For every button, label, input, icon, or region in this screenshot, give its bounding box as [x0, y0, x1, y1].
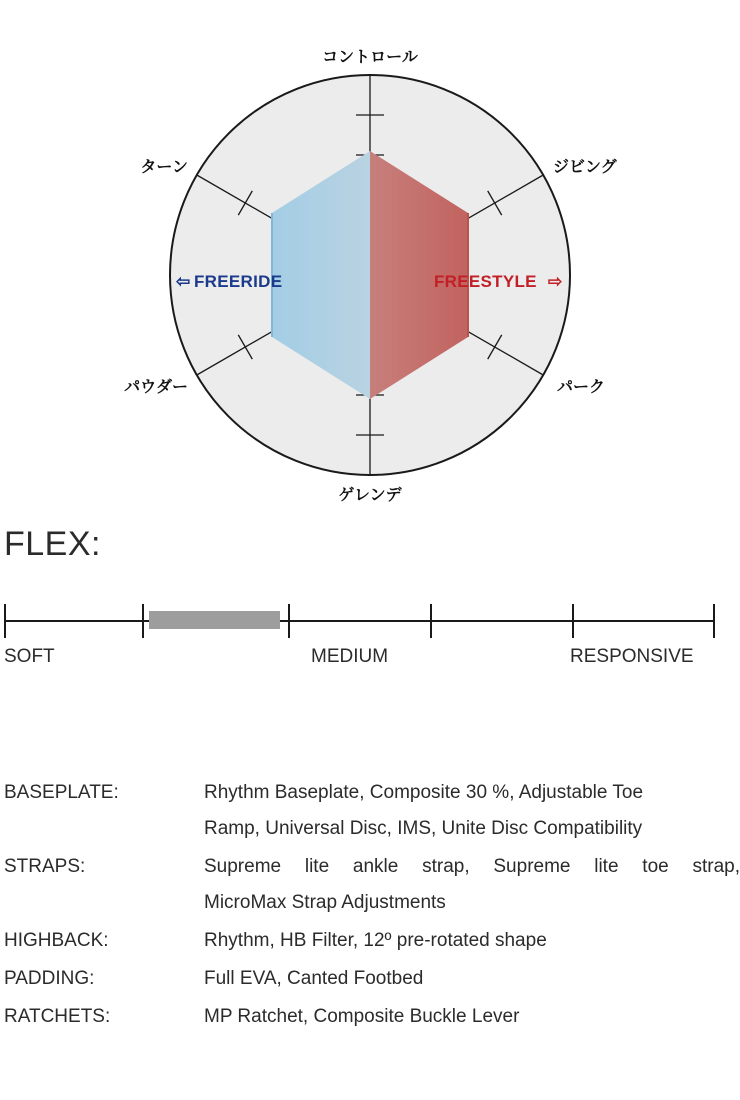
spec-line: Rhythm Baseplate, Composite 30 %, Adjustable Toe — [204, 782, 644, 803]
radar-chart-section — [0, 0, 740, 520]
freeride-label: FREERIDE — [194, 272, 283, 291]
flex-tick-1 — [142, 604, 144, 638]
radar-label-park: パーク — [557, 379, 606, 396]
spec-value-ratchets — [204, 999, 740, 1035]
spec-row — [4, 775, 740, 847]
flex-scale-labels — [4, 646, 715, 672]
spec-label-ratchets: RATCHETS: — [4, 1006, 111, 1027]
flex-value-indicator — [149, 611, 280, 629]
spec-line: Ramp, Universal Disc, IMS, Unite Disc Compatibility — [204, 818, 643, 839]
flex-track — [4, 620, 715, 622]
flex-tick-2 — [288, 604, 290, 638]
radar-label-powder: パウダー — [124, 379, 188, 396]
spec-line: Rhythm, HB Filter, 12º pre-rotated shape — [204, 930, 547, 951]
flex-scale-bar — [4, 604, 715, 638]
radar-chart — [0, 0, 740, 520]
specs-section — [4, 775, 740, 1037]
spec-line: Supreme lite ankle strap, Supreme lite toe strap, — [204, 856, 740, 877]
spec-line: MicroMax Strap Adjustments — [204, 892, 446, 913]
spec-row — [4, 923, 740, 959]
radar-label-jibbing: ジビング — [553, 159, 617, 176]
flex-title: FLEX: — [4, 525, 101, 563]
spec-label-straps: STRAPS: — [4, 856, 86, 877]
spec-value-baseplate — [204, 775, 740, 847]
spec-label-baseplate: BASEPLATE: — [4, 782, 119, 803]
flex-tick-5 — [713, 604, 715, 638]
flex-tick-3 — [430, 604, 432, 638]
spec-row — [4, 999, 740, 1035]
flex-label-medium: MEDIUM — [311, 646, 389, 667]
spec-label-padding: PADDING: — [4, 968, 95, 989]
spec-line: MP Ratchet, Composite Buckle Lever — [204, 1006, 520, 1027]
flex-label-responsive: RESPONSIVE — [570, 646, 694, 667]
radar-label-control: コントロール — [322, 49, 418, 66]
flex-label-soft: SOFT — [4, 646, 55, 667]
spec-label-highback: HIGHBACK: — [4, 930, 109, 951]
spec-value-padding — [204, 961, 740, 997]
freestyle-arrow-icon: ⇨ — [548, 272, 563, 291]
flex-tick-4 — [572, 604, 574, 638]
spec-row — [4, 849, 740, 921]
spec-value-straps — [204, 849, 740, 921]
flex-section — [0, 525, 740, 672]
spec-value-highback — [204, 923, 740, 959]
spec-line: Full EVA, Canted Footbed — [204, 968, 424, 989]
freestyle-label: FREESTYLE — [434, 272, 537, 291]
radar-label-piste: ゲレンデ — [338, 487, 402, 504]
flex-tick-0 — [4, 604, 6, 638]
radar-label-turn: ターン — [140, 159, 188, 176]
spec-row — [4, 961, 740, 997]
freeride-arrow-icon: ⇦ — [176, 272, 191, 291]
